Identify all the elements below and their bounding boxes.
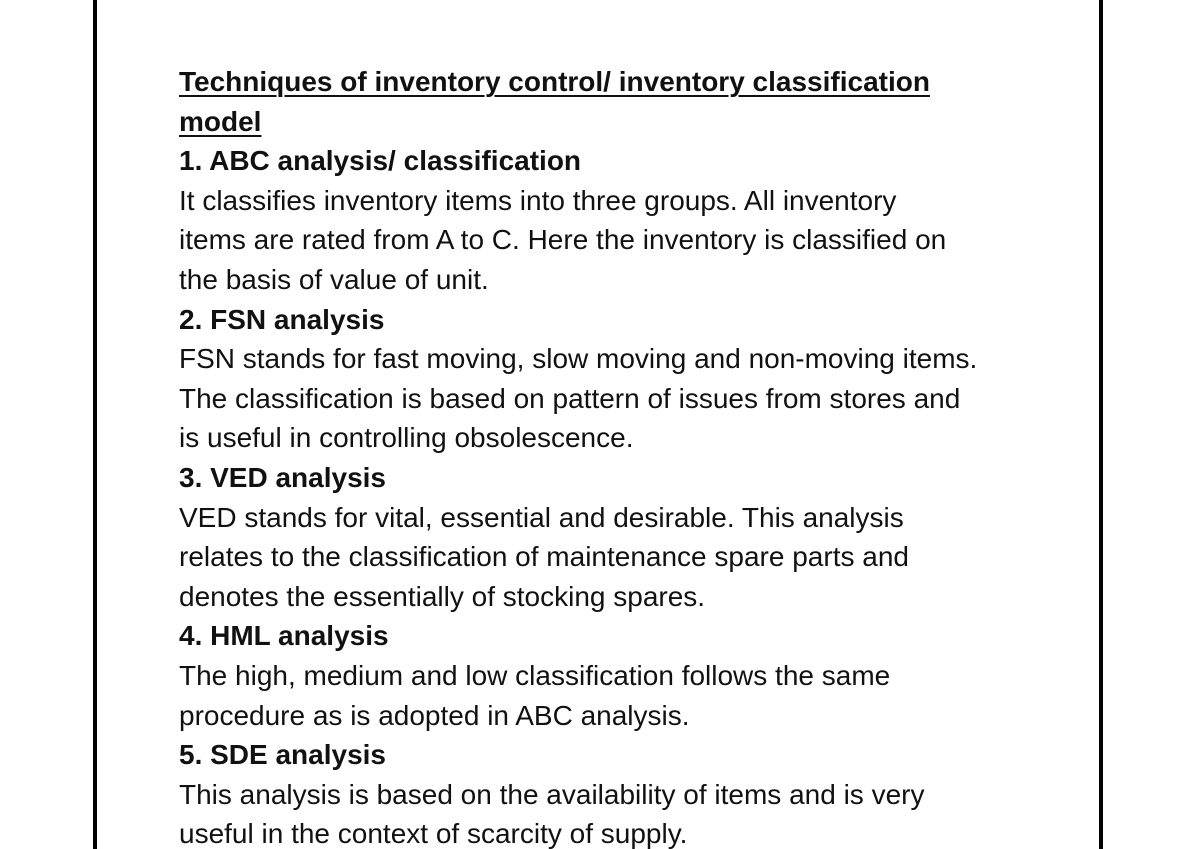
paragraph-line: denotes the essentially of stocking spares. [179,580,706,612]
paragraph-line: is useful in controlling obsolescence. [179,422,634,454]
section-abc [179,141,1039,299]
section-ved [179,458,1039,616]
paragraph-line: procedure as is adopted in ABC analysis. [179,699,690,731]
paragraph-line: This analysis is based on the availability of items and is very [179,778,925,810]
paragraph-line: VED stands for vital, essential and desirable. This analysis [179,501,904,533]
document-body [179,62,1039,849]
section-hml [179,616,1039,735]
section-heading: 5. SDE analysis [179,739,387,771]
section-heading: 3. VED analysis [179,461,387,493]
paragraph-line: The high, medium and low classification follows the same [179,659,891,691]
paragraph-line: relates to the classification of maintenance spare parts and [179,541,909,573]
paragraph-line: The classification is based on pattern of issues from stores and [179,382,961,414]
section-fsn [179,300,1039,458]
section-heading: 2. FSN analysis [179,303,385,335]
document-title: Techniques of inventory control/ inventory classification model [179,66,930,137]
section-heading: 1. ABC analysis/ classification [179,145,582,177]
section-heading: 4. HML analysis [179,620,389,652]
paragraph-line: useful in the context of scarcity of supply. [179,818,688,849]
section-sde [179,735,1039,849]
paragraph-line: It classifies inventory items into three groups. All inventory [179,184,897,216]
paragraph-line: FSN stands for fast moving, slow moving and non-moving items. [179,343,978,375]
paragraph-line: items are rated from A to C. Here the inventory is classified on [179,224,947,256]
paragraph-line: the basis of value of unit. [179,263,489,295]
